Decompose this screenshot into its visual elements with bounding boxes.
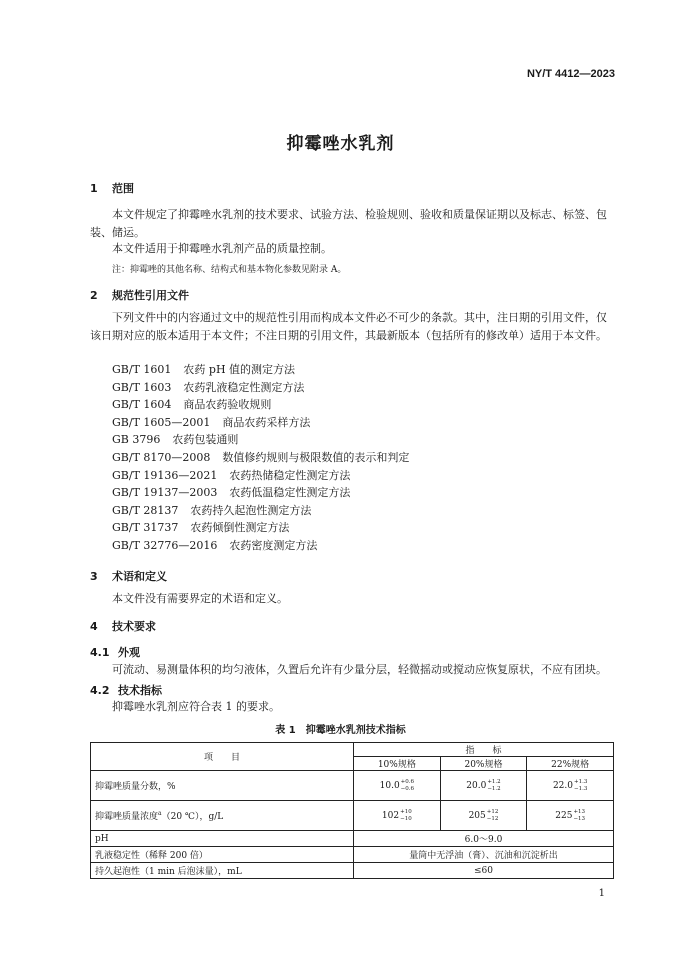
reference-code: GB/T 8170—2008 (112, 450, 211, 464)
value-plus: +12 (486, 808, 499, 815)
value-base: 205 (468, 810, 486, 821)
value-plus: +13 (573, 808, 586, 815)
spec-header-cell: 10%规格 (354, 757, 441, 771)
value-minus: −12 (486, 815, 499, 822)
row-item-cell: 乳液稳定性（稀释 200 倍） (91, 847, 354, 863)
reference-code: GB/T 32776—2016 (112, 538, 218, 552)
row-item-cell (91, 801, 354, 831)
section-1-heading (90, 180, 134, 196)
reference-code: GB/T 28137 (112, 503, 179, 517)
value-plus: +1.2 (487, 778, 501, 785)
value-minus: −0.6 (400, 785, 415, 792)
section-title: 规范性引用文件 (112, 289, 189, 302)
reference-title: 商品农药验收规则 (183, 398, 272, 412)
spec-header-cell: 22%规格 (527, 757, 614, 771)
section-3-heading (90, 568, 167, 584)
section-number: 4 (90, 620, 98, 633)
value-cell (440, 801, 527, 831)
section-4-2-paragraph-1: 抑霉唑水乳剂应符合表 1 的要求。 (112, 700, 280, 713)
reference-item (112, 414, 409, 432)
footnote-marker: a (158, 810, 162, 817)
value-cell (527, 771, 614, 801)
reference-title: 农药低温稳定性测定方法 (229, 486, 351, 500)
reference-item (112, 431, 409, 449)
reference-code: GB/T 1605—2001 (112, 415, 211, 429)
reference-title: 农药持久起泡性测定方法 (190, 503, 312, 517)
table-header-row (91, 743, 614, 757)
reference-code: GB/T 1601 (112, 363, 172, 376)
value-base: 225 (555, 810, 573, 821)
section-3-paragraph-1: 本文件没有需要界定的术语和定义。 (112, 592, 288, 605)
reference-title: 农药热储稳定性测定方法 (229, 468, 351, 482)
value-base: 22.0 (552, 780, 573, 791)
section-1-paragraph-2: 本文件适用于抑霉唑水乳剂产品的质量控制。 (112, 242, 332, 255)
item-tail: （20 ℃），g/L (161, 812, 224, 822)
header-item-cell: 项 目 (91, 743, 354, 771)
value-cell (354, 771, 441, 801)
reference-item (112, 537, 409, 555)
section-4-1-paragraph-1: 可流动、易测量体积的均匀液体，久置后允许有少量分层，轻微摇动或搅动应恢复原状，不应有团块。 (112, 663, 607, 676)
section-title: 外观 (118, 646, 140, 659)
section-number: 4.2 (90, 684, 110, 697)
value-base: 102 (381, 810, 400, 821)
reference-code: GB/T 1603 (112, 380, 172, 394)
page-number: 1 (598, 888, 605, 899)
reference-code: GB/T 31737 (112, 521, 179, 535)
value-minus: −10 (400, 815, 412, 822)
reference-item (112, 484, 409, 502)
reference-title: 商品农药采样方法 (222, 415, 311, 429)
reference-item (112, 449, 409, 467)
reference-code: GB/T 19137—2003 (112, 486, 218, 500)
reference-item (112, 396, 409, 414)
merged-value-cell: 量筒中无浮油（膏）、沉油和沉淀析出 (354, 847, 614, 863)
value-cell (440, 771, 527, 801)
spec-header-cell: 20%规格 (440, 757, 527, 771)
value-plus: +10 (400, 808, 412, 815)
value-base: 10.0 (379, 780, 400, 791)
reference-title: 农药乳液稳定性测定方法 (183, 380, 305, 394)
table-row (91, 847, 614, 863)
table-row (91, 831, 614, 847)
technical-spec-table (90, 742, 614, 879)
section-1-paragraph-1: 本文件规定了抑霉唑水乳剂的技术要求、试验方法、检验规则、验收和质量保证期以及标志、标签、包装、储运。 (90, 208, 607, 239)
value-plus: +0.6 (400, 778, 415, 785)
table-row (91, 771, 614, 801)
normative-references-list (112, 361, 409, 555)
reference-item (112, 502, 409, 520)
section-title: 技术要求 (112, 620, 156, 633)
section-2-heading (90, 287, 189, 303)
section-4-1-heading (90, 644, 140, 660)
item-main: 抑霉唑质量浓度 (95, 812, 159, 822)
row-item-cell: 抑霉唑质量分数，% (91, 771, 354, 801)
value-cell (527, 801, 614, 831)
section-number: 4.1 (90, 646, 110, 659)
section-title: 技术指标 (118, 684, 162, 697)
reference-item (112, 379, 409, 397)
row-item-cell: 持久起泡性（1 min 后泡沫量），mL (91, 863, 354, 879)
reference-item (112, 519, 409, 537)
reference-title: 农药包装通则 (172, 433, 239, 447)
header-index-cell: 指 标 (354, 743, 614, 757)
value-minus: −1.2 (487, 785, 501, 792)
table-row (91, 863, 614, 879)
row-item-cell: pH (91, 831, 354, 847)
reference-code: GB/T 19136—2021 (112, 468, 218, 482)
section-title: 范围 (112, 182, 134, 195)
section-number: 3 (90, 570, 98, 583)
value-cell (354, 801, 441, 831)
section-2-paragraph-1: 下列文件中的内容通过文中的规范性引用而构成本文件必不可少的条款。其中，注日期的引用文件，仅该日期对应的版本适用于本文件；不注日期的引用文件，其最新版本（包括所有的修改单）适用于本文件。 (90, 311, 607, 342)
section-4-2-heading (90, 682, 162, 698)
reference-item (112, 467, 409, 485)
standard-code: NY/T 4412—2023 (526, 68, 615, 80)
value-base: 20.0 (466, 780, 487, 791)
section-number: 2 (90, 289, 98, 302)
value-minus: −13 (573, 815, 586, 822)
table-row (91, 801, 614, 831)
reference-title: 数值修约规则与极限数值的表示和判定 (222, 450, 410, 464)
section-number: 1 (90, 182, 98, 195)
reference-title: 农药密度测定方法 (229, 538, 318, 552)
reference-title: 农药倾倒性测定方法 (190, 521, 290, 535)
table-caption: 表 1 抑霉唑水乳剂技术指标 (275, 725, 406, 736)
section-4-heading (90, 618, 156, 634)
document-title: 抑霉唑水乳剂 (286, 134, 395, 154)
value-plus: +1.3 (574, 778, 588, 785)
reference-item (112, 361, 409, 379)
merged-value-cell: ≤60 (354, 863, 614, 879)
section-1-note: 注：抑霉唑的其他名称、结构式和基本物化参数见附录 A。 (112, 265, 347, 275)
value-minus: −1.3 (574, 785, 588, 792)
reference-code: GB 3796 (112, 433, 161, 447)
section-title: 术语和定义 (112, 570, 167, 583)
reference-title: 农药 pH 值的测定方法 (183, 363, 296, 376)
merged-value-cell: 6.0～9.0 (354, 831, 614, 847)
reference-code: GB/T 1604 (112, 398, 172, 412)
